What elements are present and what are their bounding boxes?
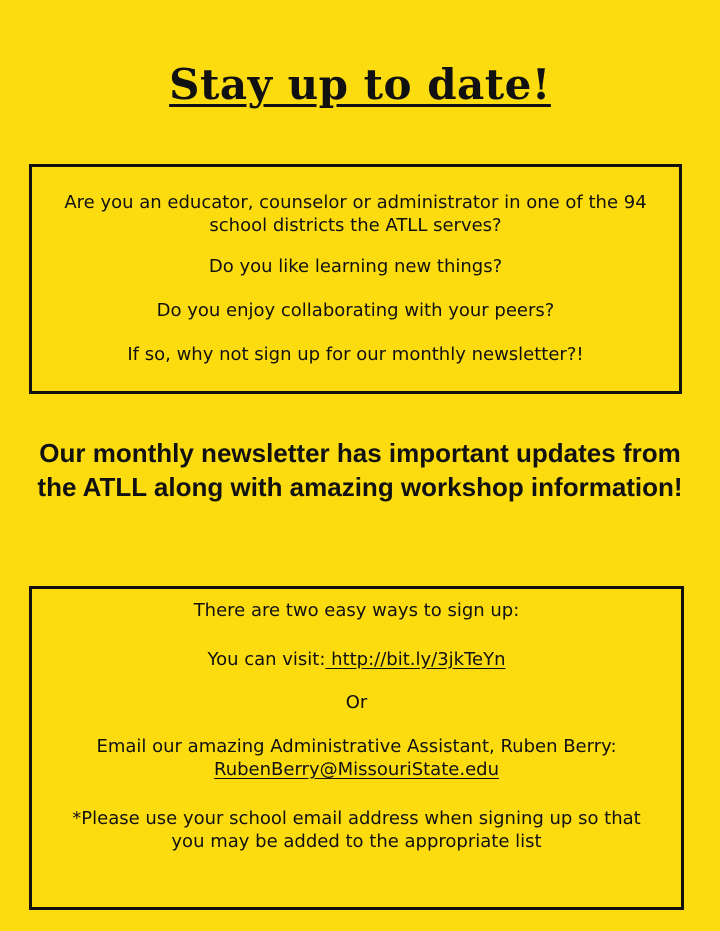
page-title: Stay up to date! (169, 60, 551, 109)
question-signup: If so, why not sign up for our monthly newsletter?! (127, 344, 584, 365)
question-educator: Are you an educator, counselor or administrator in one of the 94 school districts the ATLL serves? (64, 192, 647, 236)
or-separator: Or (345, 692, 368, 713)
intro-questions-box (29, 164, 682, 394)
question-learning: Do you like learning new things? (208, 256, 503, 277)
visit-line (32, 648, 681, 671)
email-instructions: Email our amazing Administrative Assistant, Ruben Berry: (96, 736, 617, 757)
signup-box (29, 586, 684, 910)
newsletter-link[interactable]: http://bit.ly/3jkTeYn (325, 649, 506, 670)
visit-prefix: You can visit: (207, 649, 326, 670)
question-collaborating: Do you enjoy collaborating with your peers? (156, 300, 555, 321)
signup-intro: There are two easy ways to sign up: (193, 600, 520, 621)
email-address-line (32, 758, 681, 781)
newsletter-headline: Our monthly newsletter has important updates from the ATLL along with amazing workshop information! (37, 438, 683, 502)
school-email-note: *Please use your school email address when signing up so that you may be added to the appropriate list (72, 808, 641, 852)
email-address-link[interactable]: RubenBerry@MissouriState.edu (214, 759, 499, 780)
